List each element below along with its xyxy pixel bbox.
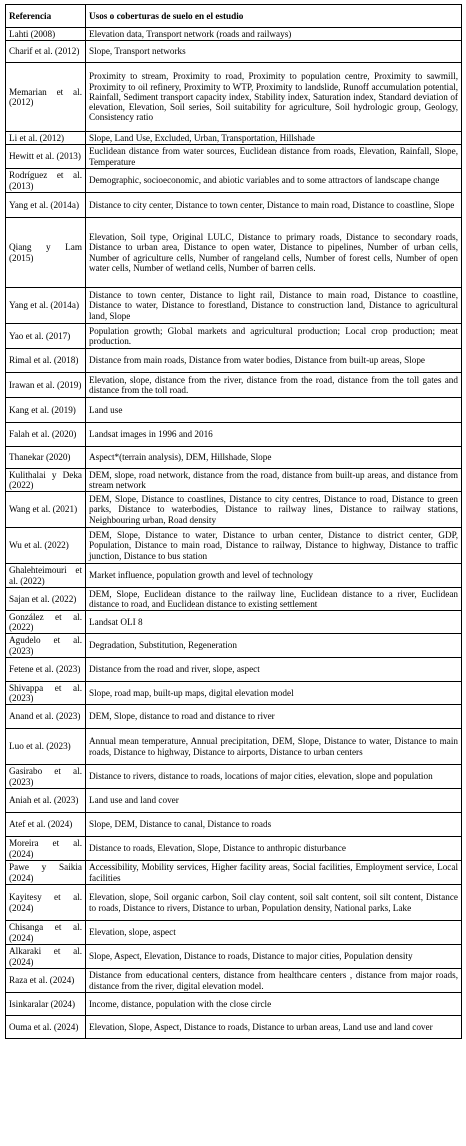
land-use-cell: Slope, Transport networks bbox=[86, 41, 462, 63]
table-row bbox=[6, 423, 462, 447]
reference-cell: Aniah et al. (2023) bbox=[6, 789, 86, 813]
table-row bbox=[6, 398, 462, 423]
reference-cell: Li et al. (2012) bbox=[6, 132, 86, 145]
land-use-cell: Degradation, Substitution, Regeneration bbox=[86, 634, 462, 658]
land-use-cell: Distance to town center, Distance to light rail, Distance to main road, Distance to coastline, Distance to water, Distance to forestland, Distance to construction land, Distance to agricultural land, Slope bbox=[86, 288, 462, 324]
land-use-cell: Euclidean distance from water sources, Euclidean distance from roads, Elevation, Rainfall, Slope, Temperature bbox=[86, 145, 462, 169]
land-use-cell: Population growth; Global markets and agricultural production; Local crop production; meat production. bbox=[86, 324, 462, 349]
land-use-cell: Landsat OLI 8 bbox=[86, 611, 462, 634]
table-row bbox=[6, 885, 462, 921]
land-use-cell: DEM, Slope, Distance to coastlines, Distance to city centres, Distance to road, Distance to green parks, Distance to waterbodies, Distance to railway lines, Distance to railway stations, Neighbouring urban, Road density bbox=[86, 492, 462, 528]
header-referencia: Referencia bbox=[6, 5, 86, 28]
land-use-cell: Slope, Land Use, Excluded, Urban, Transportation, Hillshade bbox=[86, 132, 462, 145]
land-use-cell: Landsat images in 1996 and 2016 bbox=[86, 423, 462, 447]
land-use-cell: Accessibility, Mobility services, Higher facility areas, Social facilities, Employment service, Local facilities bbox=[86, 861, 462, 885]
land-use-cell: DEM, Slope, Euclidean distance to the railway line, Euclidean distance to a river, Euclidean distance to road, and Euclidean distance to existing settlement bbox=[86, 588, 462, 611]
table-row bbox=[6, 528, 462, 564]
reference-cell: Atef et al. (2024) bbox=[6, 813, 86, 837]
table-row bbox=[6, 945, 462, 969]
table-row bbox=[6, 789, 462, 813]
reference-cell: Anand et al. (2023) bbox=[6, 705, 86, 729]
reference-cell: Gasirabo et al. (2023) bbox=[6, 765, 86, 789]
table-header-row bbox=[6, 5, 462, 28]
reference-cell: Kulithalai y Deka (2022) bbox=[6, 469, 86, 492]
land-use-cell: Market influence, population growth and level of technology bbox=[86, 564, 462, 588]
reference-cell: Charif et al. (2012) bbox=[6, 41, 86, 63]
reference-cell: González et al. (2022) bbox=[6, 611, 86, 634]
table-body bbox=[6, 28, 462, 1039]
land-use-cell: Distance to roads, Elevation, Slope, Distance to anthropic disturbance bbox=[86, 837, 462, 861]
table-row bbox=[6, 564, 462, 588]
land-use-cell: Distance from the road and river, slope, aspect bbox=[86, 658, 462, 682]
reference-cell: Wu et al. (2022) bbox=[6, 528, 86, 564]
table-row bbox=[6, 1016, 462, 1039]
reference-cell: Wang et al. (2021) bbox=[6, 492, 86, 528]
reference-cell: Shivappa et al. (2023) bbox=[6, 682, 86, 705]
table-row bbox=[6, 658, 462, 682]
table-row bbox=[6, 682, 462, 705]
land-use-cell: Elevation, Slope, Aspect, Distance to roads, Distance to urban areas, Land use and land cover bbox=[86, 1016, 462, 1039]
reference-cell: Alkaraki et al. (2024) bbox=[6, 945, 86, 969]
table-container bbox=[5, 4, 461, 1039]
reference-cell: Hewitt et al. (2013) bbox=[6, 145, 86, 169]
reference-cell: Yang et al. (2014a) bbox=[6, 193, 86, 218]
reference-cell: Rodríguez et al. (2013) bbox=[6, 169, 86, 193]
table-row bbox=[6, 611, 462, 634]
table-row bbox=[6, 28, 462, 41]
table-row bbox=[6, 63, 462, 132]
table-row bbox=[6, 729, 462, 765]
table-row bbox=[6, 492, 462, 528]
land-use-cell: Proximity to stream, Proximity to road, Proximity to population centre, Proximity to sawmill, Proximity to oil refinery, Proximity to WTP, Proximity to landslide, Runoff accumulation potential, Rainfall, Sediment transport capacity index, Stability index, Saturation index, Standard deviation of elevation, Elevation, Soil series, Soil suitability for agriculture, Soil hydrologic group, Geology, Consistency ratio bbox=[86, 63, 462, 132]
table-row bbox=[6, 469, 462, 492]
reference-cell: Thanekar (2020) bbox=[6, 447, 86, 469]
reference-cell: Falah et al. (2020) bbox=[6, 423, 86, 447]
table-row bbox=[6, 373, 462, 398]
land-use-cell: Distance from main roads, Distance from water bodies, Distance from built-up areas, Slope bbox=[86, 349, 462, 373]
reference-cell: Qiang y Lam (2015) bbox=[6, 218, 86, 288]
table-row bbox=[6, 765, 462, 789]
reference-cell: Chisanga et al. (2024) bbox=[6, 921, 86, 945]
table-row bbox=[6, 41, 462, 63]
reference-cell: Luo et al. (2023) bbox=[6, 729, 86, 765]
reference-cell: Pawe y Saikia (2024) bbox=[6, 861, 86, 885]
land-use-cell: Land use bbox=[86, 398, 462, 423]
land-use-cell: DEM, Slope, Distance to water, Distance to urban center, Distance to district center, GDP, Population, Distance to main road, Distance to railway, Distance to highway, Distance to traffic junction, Distance to bus station bbox=[86, 528, 462, 564]
land-use-cell: Elevation, slope, Soil organic carbon, Soil clay content, soil salt content, soil silt content, Distance to roads, Distance to rivers, Distance to urban, Population density, National parks, Lake bbox=[86, 885, 462, 921]
land-use-cell: Distance from educational centers, distance from healthcare centers , distance from major roads, distance from the river, digital elevation model. bbox=[86, 969, 462, 993]
reference-cell: Sajan et al. (2022) bbox=[6, 588, 86, 611]
land-use-cell: Annual mean temperature, Annual precipitation, DEM, Slope, Distance to water, Distance to main roads, Distance to highway, Distance to airports, Distance to urban centers bbox=[86, 729, 462, 765]
land-use-cell: DEM, Slope, distance to road and distance to river bbox=[86, 705, 462, 729]
land-use-cell: Elevation, slope, aspect bbox=[86, 921, 462, 945]
reference-cell: Raza et al. (2024) bbox=[6, 969, 86, 993]
reference-cell: Agudelo et al. (2023) bbox=[6, 634, 86, 658]
table-row bbox=[6, 132, 462, 145]
reference-cell: Memarian et al. (2012) bbox=[6, 63, 86, 132]
land-use-cell: Distance to city center, Distance to town center, Distance to main road, Distance to coastline, Slope bbox=[86, 193, 462, 218]
reference-cell: Yang et al. (2014a) bbox=[6, 288, 86, 324]
header-usos: Usos o coberturas de suelo en el estudio bbox=[86, 5, 462, 28]
table-row bbox=[6, 921, 462, 945]
table-row bbox=[6, 861, 462, 885]
reference-cell: Ghalehteimouri et al. (2022) bbox=[6, 564, 86, 588]
table-row bbox=[6, 288, 462, 324]
land-use-cell: Distance to rivers, distance to roads, locations of major cities, elevation, slope and population bbox=[86, 765, 462, 789]
land-use-cell: Slope, road map, built-up maps, digital elevation model bbox=[86, 682, 462, 705]
reference-cell: Rimal et al. (2018) bbox=[6, 349, 86, 373]
table-row bbox=[6, 969, 462, 993]
land-use-cell: Income, distance, population with the close circle bbox=[86, 993, 462, 1016]
reference-cell: Kang et al. (2019) bbox=[6, 398, 86, 423]
reference-cell: Yao et al. (2017) bbox=[6, 324, 86, 349]
land-use-cell: Elevation data, Transport network (roads and railways) bbox=[86, 28, 462, 41]
reference-cell: Lahti (2008) bbox=[6, 28, 86, 41]
table-row bbox=[6, 145, 462, 169]
table-row bbox=[6, 634, 462, 658]
table-row bbox=[6, 705, 462, 729]
reference-cell: Kayitesy et al. (2024) bbox=[6, 885, 86, 921]
land-use-cell: Aspect*(terrain analysis), DEM, Hillshade, Slope bbox=[86, 447, 462, 469]
land-use-cell: Slope, Aspect, Elevation, Distance to roads, Distance to major cities, Population density bbox=[86, 945, 462, 969]
table-row bbox=[6, 837, 462, 861]
land-use-cell: Elevation, slope, distance from the river, distance from the road, distance from the toll gates and distance from the toll road. bbox=[86, 373, 462, 398]
reference-cell: Isinkaralar (2024) bbox=[6, 993, 86, 1016]
land-use-cell: Elevation, Soil type, Original LULC, Distance to primary roads, Distance to secondary roads, Distance to urban area, Distance to open water, Distance to pipelines, Number of urban cells, Number of agriculture cells, Number of rangeland cells, Number of forest cells, Number of open water cells, Number of wetland cells, Number of barren cells. bbox=[86, 218, 462, 288]
table-row bbox=[6, 993, 462, 1016]
table-row bbox=[6, 349, 462, 373]
table-row bbox=[6, 588, 462, 611]
land-use-cell: Demographic, socioeconomic, and abiotic variables and to some attractors of landscape change bbox=[86, 169, 462, 193]
table-row bbox=[6, 813, 462, 837]
land-use-references-table bbox=[5, 4, 462, 1039]
reference-cell: Irawan et al. (2019) bbox=[6, 373, 86, 398]
reference-cell: Moreira et al. (2024) bbox=[6, 837, 86, 861]
table-row bbox=[6, 324, 462, 349]
table-row bbox=[6, 193, 462, 218]
reference-cell: Fetene et al. (2023) bbox=[6, 658, 86, 682]
reference-cell: Ouma et al. (2024) bbox=[6, 1016, 86, 1039]
table-row bbox=[6, 169, 462, 193]
land-use-cell: Land use and land cover bbox=[86, 789, 462, 813]
land-use-cell: DEM, slope, road network, distance from the road, distance from built-up areas, and distance from stream network bbox=[86, 469, 462, 492]
land-use-cell: Slope, DEM, Distance to canal, Distance to roads bbox=[86, 813, 462, 837]
table-row bbox=[6, 218, 462, 288]
table-row bbox=[6, 447, 462, 469]
